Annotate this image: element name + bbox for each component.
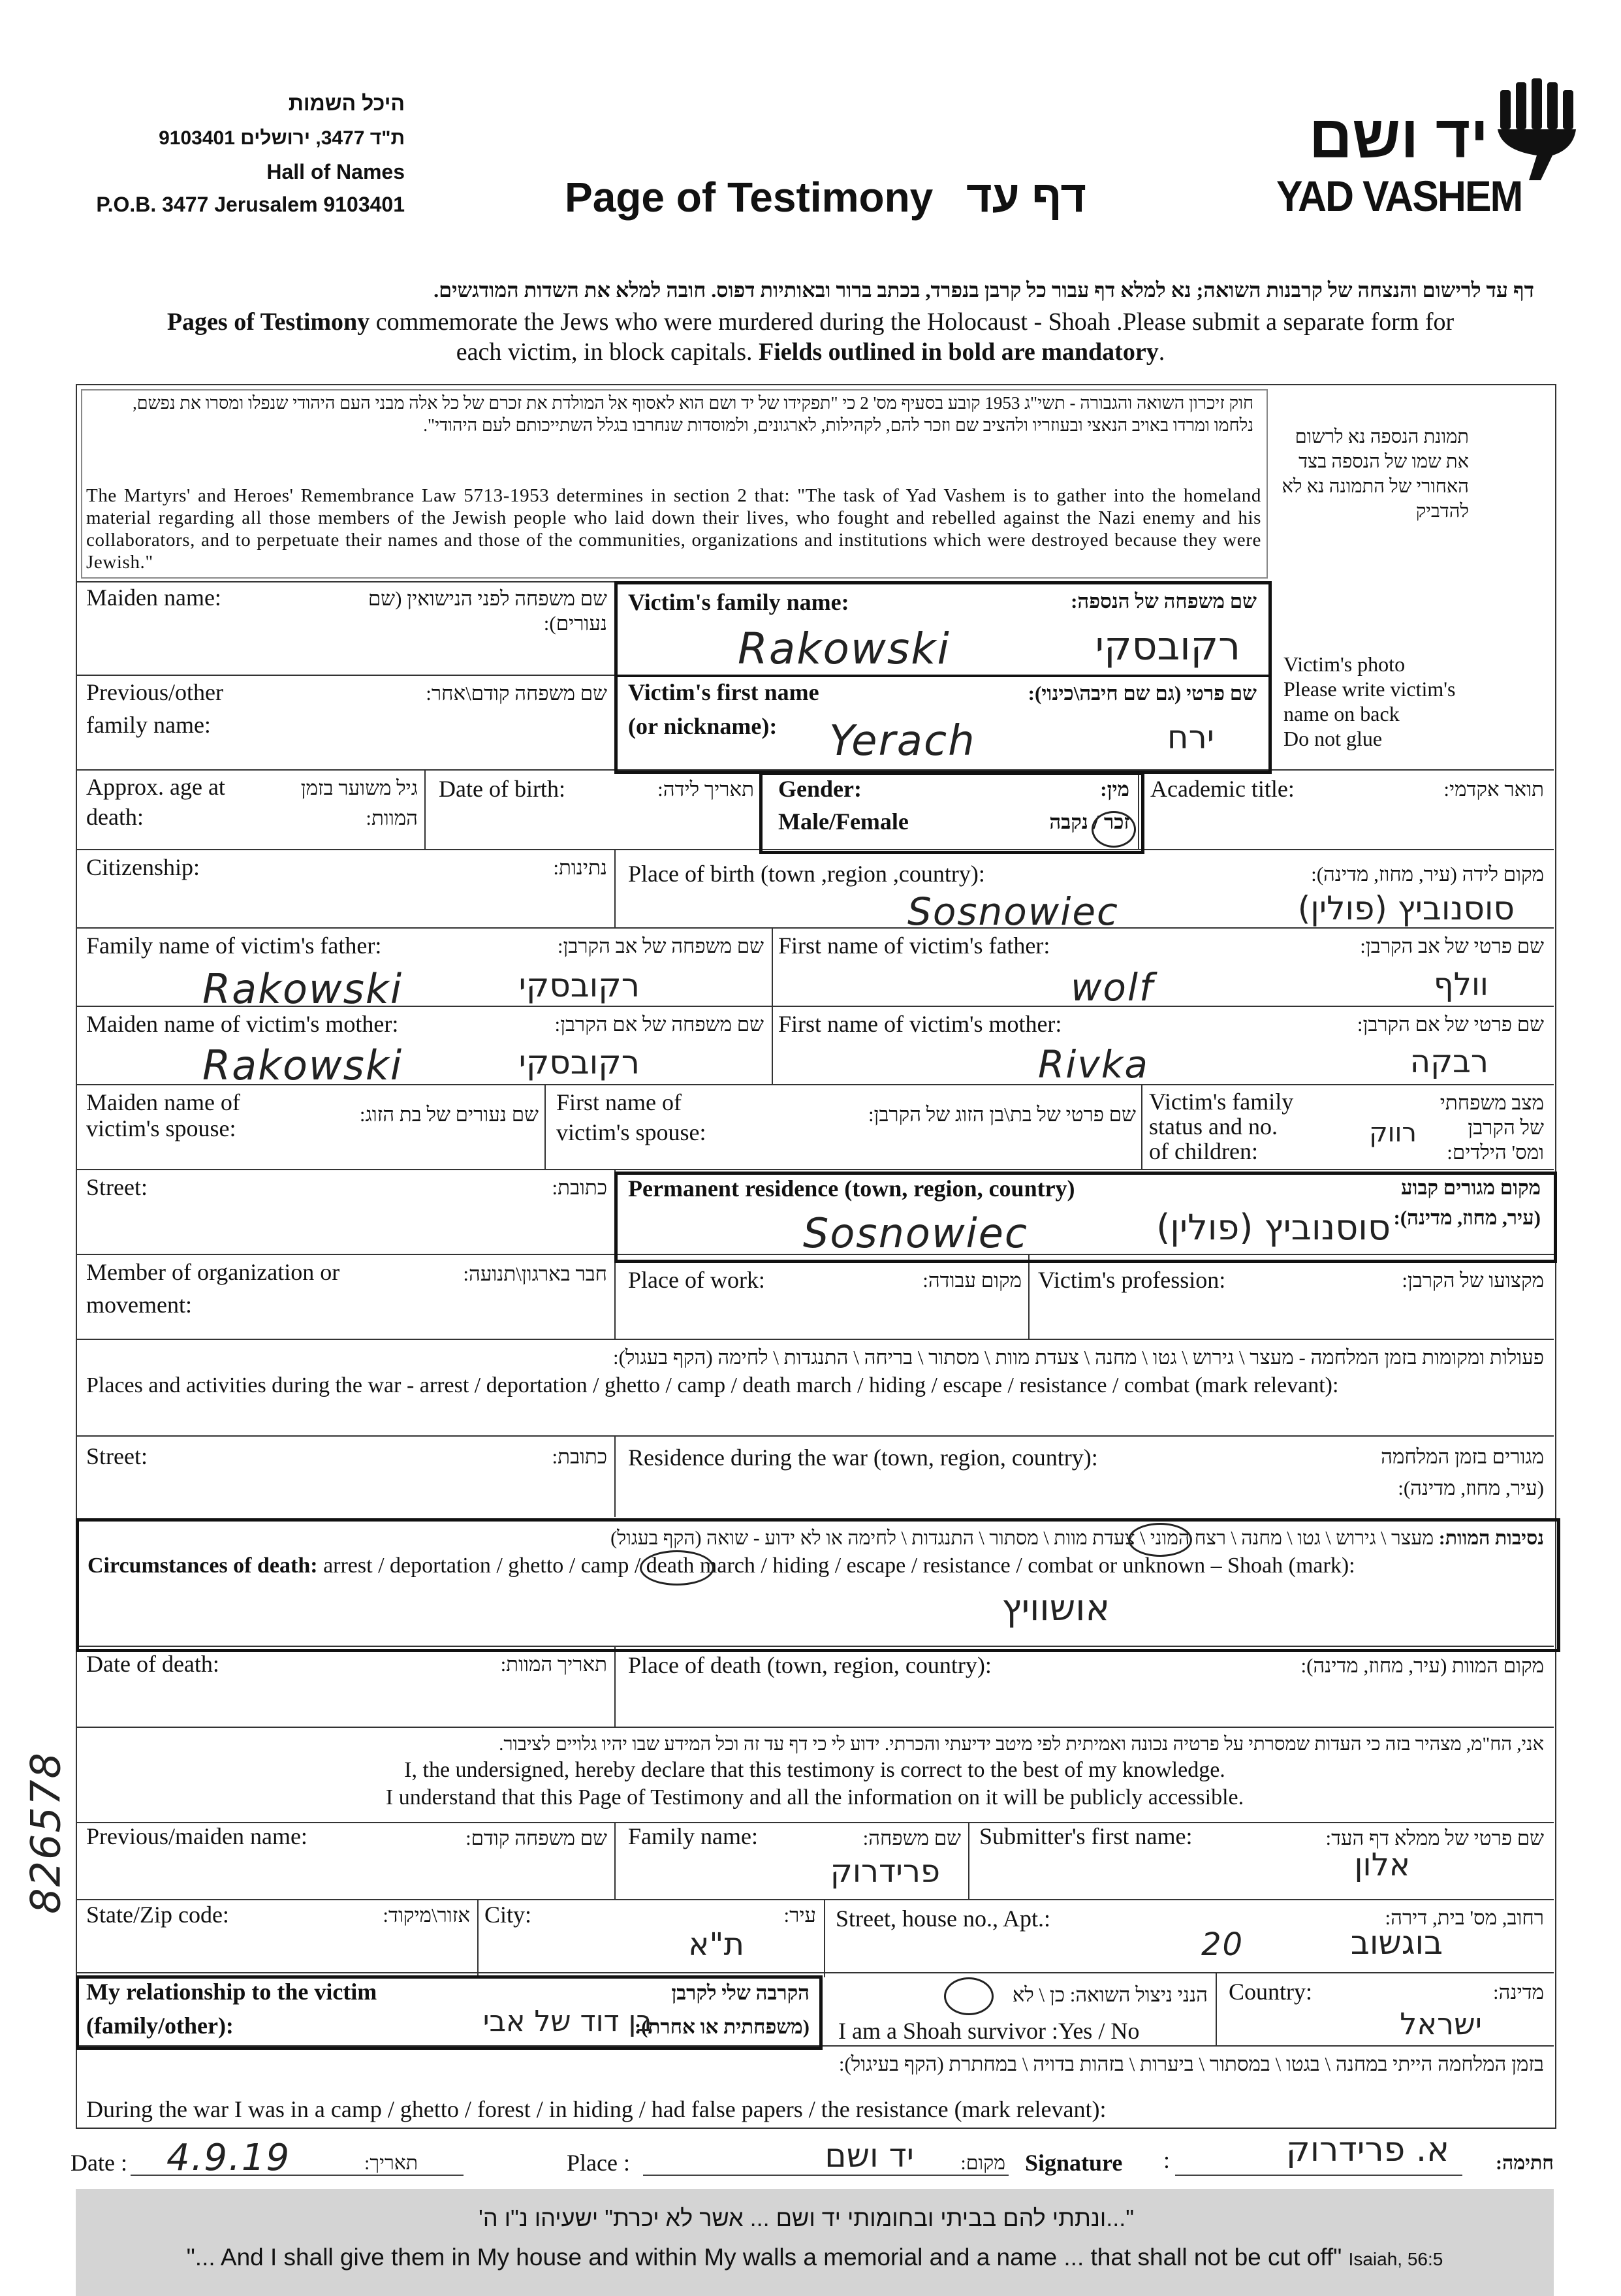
relationship-label-he-1: הקרבה שלי לקרבן [671,1981,810,2004]
mother-maiden-label-he: שם משפחה של אם הקרבן: [554,1013,764,1036]
relationship-label-2: (family/other): [86,2013,234,2039]
work-label-he: מקום עבודה: [922,1269,1022,1292]
profession-label-he: מקצועו של הקרבן: [1402,1269,1544,1292]
father-family-label-he: שם משפחה של אב הקרבן: [557,934,764,957]
circumstances-label-bold: Circumstances of death: [87,1554,318,1578]
law-en: The Martyrs' and Heroes' Remembrance Law 5713-1953 determines in section 2 that: "The task of Yad Vashem is to gather into the homeland material regarding all those members of the Jewish people who laid down their lives, who fought and rebelled against the Nazi enemy and his collaborators, and to perpetuate their names and those of the communities, organizations and institutions which were destroyed because they were Jewish." [86,485,1261,573]
survivor-label-he: הנני ניצול השואה: כן \ לא [1012,1983,1208,2006]
gender-label-2: Male/Female [778,808,909,835]
submitter-prev-label: Previous/maiden name: [86,1823,307,1849]
zip-label: State/Zip code: [86,1902,229,1928]
family-status-value[interactable]: רווק [1369,1118,1417,1148]
page-title-he: דף עד [966,172,1086,221]
pob-value-he[interactable]: סוסנוביץ (פולין) [1297,889,1515,927]
intro-en-line2-end: . [1158,338,1165,366]
submitter-first-label: Submitter's first name: [979,1823,1193,1849]
age-label-2: death: [86,804,144,830]
mother-maiden-value[interactable]: Rakowski [202,1042,403,1089]
during-war-label: During the war I was in a camp / ghetto / forest / in hiding / had false papers / the resistance (mark relevant): [86,2096,1107,2122]
family-status-label-he-1: מצב משפחתי [1440,1091,1544,1114]
country-label: Country: [1229,1979,1313,2005]
maiden-name-label-he: שם משפחה לפני הנישואין (שם נעורים): [368,587,607,635]
signature-label: Signature [1025,2150,1123,2176]
first-name-label-2: (or nickname): [628,713,778,739]
intro-he: דף עד לרישום והנצחה של קרבנות השואה; נא למלא דף עבור כל קרבן בנפרד, בכתב ברור ובאותיות דפוס. חובה למלא את השדות המודגשים. [433,278,1534,302]
declaration-en-1: I, the undersigned, hereby declare that this testimony is correct to the best of my knowledge. [404,1758,1225,1782]
first-name-value-he[interactable]: ירח [1167,718,1214,756]
place-label-he: מקום: [960,2152,1005,2174]
signature-label-he: חתימה: [1496,2152,1554,2174]
intro-en-line2: each victim, in block capitals. [456,338,759,366]
yad-vashem-logo-icon [1495,77,1580,182]
place-value[interactable]: יד ושם [825,2137,914,2175]
gender-male-circle [1092,811,1136,848]
citizenship-label: Citizenship: [86,854,200,880]
photo-en-1: Victim's photo [1283,652,1406,676]
logo-he: יד ושם [1309,104,1488,170]
member-label-he: חבר בארגון\תנועה: [463,1262,607,1285]
age-label [86,774,225,830]
declaration-he: אני, הח"מ, מצהיר בזה כי העדות שמסרתי על פרטיה נכונה ואמיתית לפי מיטב ידיעתי והכרתי. ידוע לי כי דף עד זה וכל המידע שבו יהיו גלויים לציבור. [499,1734,1544,1755]
relationship-label-he-2: (משפחתית או אחרת): [634,2015,810,2038]
intro-en-rest: commemorate the Jews who were murdered during the Holocaust - Shoah .Please submit a separate form for [370,308,1455,336]
academic-label: Academic title: [1150,776,1295,802]
street-label: Street: [86,1174,148,1200]
family-status-label-1: Victim's family [1149,1089,1294,1115]
circumstances-label [87,1553,1355,1579]
first-name-value[interactable]: Yerach [829,717,976,765]
spouse-first-label-2: victim's spouse: [556,1119,706,1145]
family-status-label-3: of children: [1149,1138,1258,1164]
zip-label-he: אזור\מיקוד: [383,1904,470,1926]
residence-label-he-2: (עיר, מחוז, מדינה): [1393,1206,1541,1229]
family-name-value-he[interactable]: רקובסקי [1095,624,1240,669]
spouse-maiden-label-2: victim's spouse: [86,1115,236,1141]
spouse-maiden-label [86,1089,240,1141]
declaration-en-2: I understand that this Page of Testimony and all the information on it will be publicly accessible. [385,1785,1244,1810]
spouse-first-label-he: שם פרטי של בת\בן הזוג של הקרבן: [868,1103,1136,1126]
submitter-family-value[interactable]: פרידרוק [830,1853,940,1890]
during-war-label-he: בזמן המלחמה הייתי במחנה \ בגטו \ במסתור \ ביערות \ בזהות בדויה \ במחתרת (הקף בעיגול): [838,2052,1544,2075]
city-value[interactable]: ת"א [688,1926,744,1963]
residence-value[interactable]: Sosnowiec [803,1209,1028,1257]
residence-label-he-1: מקום מגורים קבוע [1401,1176,1541,1199]
submitter-family-label-he: שם משפחה: [862,1826,961,1849]
header [0,0,1621,261]
submitter-street-number[interactable]: 20 [1201,1926,1244,1963]
residence-label: Permanent residence (town, region, country) [628,1175,1075,1202]
mother-maiden-label: Maiden name of victim's mother: [86,1011,399,1037]
camp-circle-he [1128,1523,1192,1557]
spouse-maiden-label-1: Maiden name of [86,1089,240,1115]
logo-en: YAD VASHEM [1276,172,1522,220]
street-label-he: כתובת: [552,1176,607,1199]
first-name-label-he: שם פרטי (גם שם חיבה\כינוי): [1028,682,1257,705]
family-status-label-he-2: של הקרבן [1468,1116,1544,1139]
work-label: Place of work: [628,1267,765,1293]
member-label-1: Member of organization or [86,1259,340,1285]
camp-circle [640,1550,714,1586]
pob-label-he: מקום לידה (עיר, מחוז, מדינה): [1311,863,1544,885]
circumstances-options: arrest / deportation / ghetto / camp / death march / hiding / escape / resistance / combat or unknown – Shoah (mark): [317,1554,1355,1578]
previous-name-label-1: Previous/other [86,679,223,705]
relationship-value[interactable]: בן דוד של אבי [482,2005,653,2038]
footer-quote-he: "...ונתתי להם בביתי ובחומותי יד ושם ... אשר לא יכרת" ישעיהו נ"ו ה' [479,2205,1134,2231]
member-label-2: movement: [86,1292,192,1318]
academic-label-he: תואר אקדמי: [1443,778,1544,801]
first-name-label-1: Victim's first name [628,679,819,705]
date-value[interactable]: 4.9.19 [166,2137,291,2179]
family-status-label-he [1410,1091,1544,1165]
footer-quote-en [76,2244,1554,2271]
war-street-label-he: כתובת: [552,1445,607,1468]
age-label-he-2: המוות: [366,806,418,829]
country-label-he: מדינה: [1493,1981,1544,2003]
spouse-first-label-1: First name of [556,1089,682,1115]
page-title: Page of Testimony [565,174,934,221]
footer-quote-en-text: "... And I shall give them in My house and within My walls a memorial and a name ... that shall not be cut off" [186,2244,1342,2271]
war-residence-label-he-1: מגורים בזמן המלחמה [1381,1445,1544,1468]
war-residence-label: Residence during the war (town, region, country): [628,1444,1098,1471]
member-label [86,1259,339,1318]
family-name-label: Victim's family name: [628,589,849,615]
submitter-street-value[interactable]: בוגשוב [1350,1924,1443,1962]
age-label-1: Approx. age at [86,774,225,800]
city-label-he: עיר: [783,1904,816,1926]
place-label: Place : [567,2150,630,2176]
gender-label-1: Gender: [778,776,862,802]
father-first-value-he[interactable]: וולף [1433,966,1488,1003]
date-label-he: תאריך: [364,2152,418,2174]
dod-label: Date of death: [86,1651,219,1677]
father-first-label: First name of victim's father: [778,933,1050,959]
photo-en-3: name on back [1283,702,1400,725]
survivor-no-circle [944,1977,994,2015]
family-name-label-he: שם משפחה של הנספה: [1071,590,1257,613]
submitter-first-label-he: שם פרטי של ממלא דף העד: [1325,1826,1544,1849]
profession-label: Victim's profession: [1038,1267,1226,1293]
previous-name-label-he: שם משפחה קודם\אחר: [426,682,607,705]
maiden-name-label: Maiden name: [86,584,221,611]
pod-label-he: מקום המוות (עיר, מחוז, מדינה): [1300,1654,1544,1677]
war-street-label: Street: [86,1443,148,1469]
intro-en-bold: Pages of Testimony [166,308,370,336]
submitter-street-label: Street, house no., Apt.: [836,1905,1050,1932]
submitter-family-label: Family name: [628,1823,758,1849]
pob-he: ת"ד 3477, ירושלים 9103401 [159,127,405,149]
previous-name-label-2: family name: [86,712,211,738]
father-family-value-he[interactable]: רקובסקי [518,966,640,1004]
circumstances-label-he-bold: נסיבות המוות: [1438,1527,1544,1549]
father-first-value[interactable]: wolf [1071,965,1154,1010]
war-residence-label-he [1306,1444,1544,1501]
signature-colon: : [1163,2147,1171,2173]
declaration-en [76,1757,1554,1811]
margin-number: 826578 [22,1751,70,1914]
dob-label: Date of birth: [439,776,565,802]
submitter-first-value[interactable]: אלון [1354,1847,1410,1883]
citizenship-label-he: נתינות: [553,856,607,879]
org-name-he: היכל השמות [288,91,405,115]
family-status-label-2: status and no. [1149,1113,1278,1140]
family-name-value[interactable]: Rakowski [738,624,951,674]
pob-en: P.O.B. 3477 Jerusalem 9103401 [96,193,405,216]
country-value[interactable]: ישראל [1400,2006,1482,2041]
footer-quote-ref: Isaiah, 56:5 [1348,2249,1443,2269]
city-label: City: [484,1902,532,1928]
mother-maiden-value-he[interactable]: רקובסקי [518,1044,640,1081]
photo-en [1283,652,1545,751]
submitter-street-label-he: רחוב, מס' בית, דירה: [1385,1906,1544,1929]
activities-label-he: פעולות ומקומות בזמן המלחמה - מעצר \ גירוש \ גטו \ מחנה \ צעדת מוות \ מסתור \ בריחה \ התנגדות \ לחימה (הקף בעגול): [613,1346,1544,1369]
dob-label-he: תאריך לידה: [657,778,754,801]
relationship-label-1: My relationship to the victim [86,1979,377,2005]
pod-label: Place of death (town, region, country): [628,1652,992,1678]
survivor-label: I am a Shoah survivor :Yes / No [838,2018,1140,2044]
date-label: Date : [71,2150,127,2176]
photo-en-4: Do not glue [1283,727,1383,750]
signature-value[interactable]: א. פרידרוק [1285,2130,1449,2169]
spouse-first-label [556,1089,706,1145]
photo-en-2: Please write victim's [1283,677,1456,701]
submitter-prev-label-he: שם משפחה קודם: [465,1826,607,1849]
activities-label: Places and activities during the war - arrest / deportation / ghetto / camp / death march / hiding / escape / resistance / combat (mark relevant): [86,1373,1339,1397]
pob-label: Place of birth (town ,region ,country): [628,861,985,887]
residence-value-he[interactable]: סוסנוביץ (פולין) [1156,1207,1391,1248]
mother-first-label: First name of victim's mother: [778,1011,1062,1037]
war-residence-label-he-2: (עיר, מחוז, מדינה): [1398,1476,1544,1499]
previous-name-label [86,679,223,738]
circumstances-options-he: מעצר \ גירוש \ גטו \ מחנה \ רצח המוני \ צעדת מוות \ מסתור \ התנגדות \ לחימה או לא ידוע - שואה (הקף בעגול) [610,1527,1434,1549]
father-family-value[interactable]: Rakowski [202,965,403,1013]
family-status-label [1149,1089,1293,1164]
mother-first-label-he: שם פרטי של אם הקרבן: [1357,1013,1544,1036]
mother-first-value-he[interactable]: רבקה [1409,1044,1488,1080]
hall-of-names: Hall of Names [266,160,405,183]
intro-en [65,307,1556,367]
law-he: חוק זיכרון השואה והגבורה - תשי"ג 1953 קובע בסעיף מס' 2 כי "תפקידו של יד ושם הוא לאסוף אל המולדת את זכרם של כל אלה מבני העם היהודי שנפלו ומסרו את נפשם, נלחמו ומרדו באויב הנאצי ובעוזריו ולהציב שם וזכר להם, לקהילות, לארגונים, ולמוסדות שנחרבו בגלל השתייכותם לעם היהודי". [132,393,1253,435]
father-family-label: Family name of victim's father: [86,933,382,959]
dod-label-he: תאריך המוות: [500,1653,607,1676]
spouse-maiden-label-he: שם נעורים של בת הזוג: [359,1103,539,1126]
gender-label [778,776,909,835]
pob-value[interactable]: Sosnowiec [907,889,1119,934]
intro-en-line2-bold: Fields outlined in bold are mandatory [759,338,1159,366]
circumstances-value[interactable]: אושוויץ [1001,1587,1110,1629]
photo-he: תמונת הנספה נא לרשום את שמו של הנספה בצד האחורי של התמונה נא לא להדביק [1282,426,1469,522]
circumstances-label-he [85,1526,1544,1551]
gender-label-he-1: מין: [1100,778,1129,801]
family-status-label-he-3: ומס' הילדים: [1447,1141,1544,1164]
father-first-label-he: שם פרטי של אב הקרבן: [1360,934,1544,957]
age-label-he-1: גיל משוער בזמן [300,776,418,799]
age-label-he [261,776,418,831]
first-name-label [628,679,819,739]
gender-label-he-2: זכר / נקבה [1049,810,1129,833]
mother-first-value[interactable]: Rivka [1038,1042,1149,1087]
